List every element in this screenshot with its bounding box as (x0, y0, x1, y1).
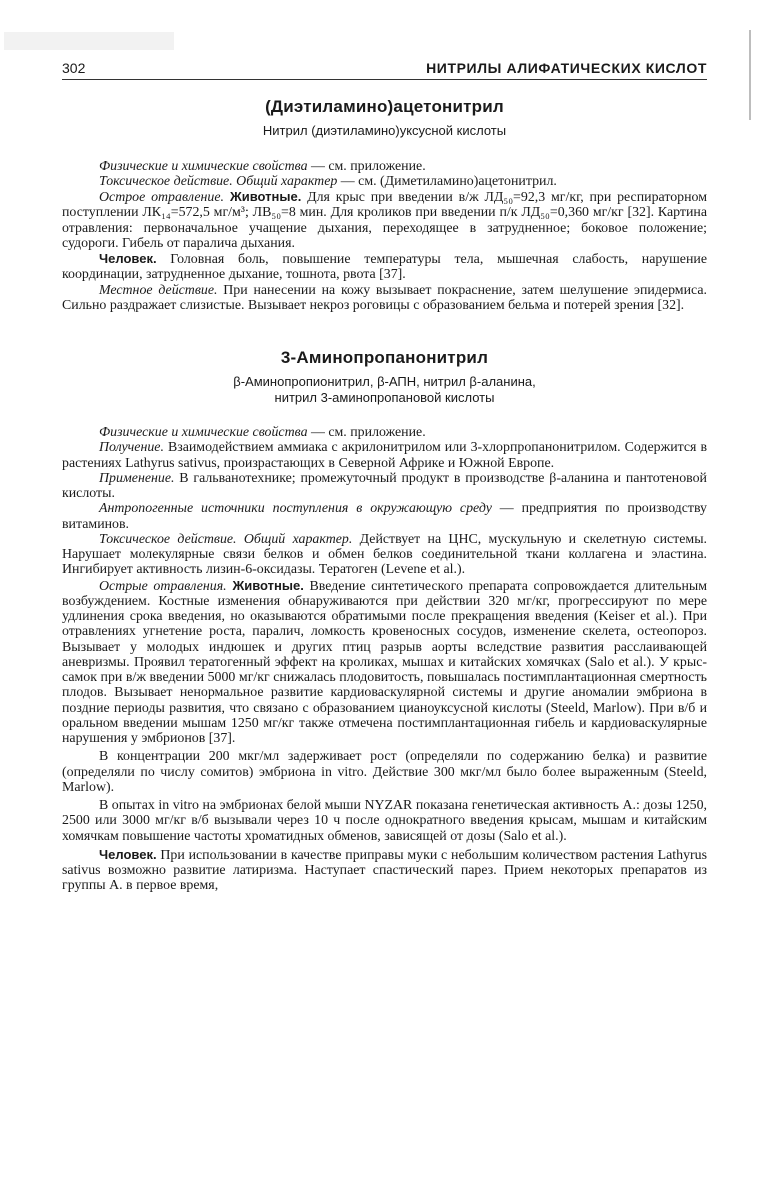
section-label: Применение. (99, 470, 175, 486)
paragraph-properties (62, 159, 707, 174)
paragraph-in-vitro: В концентрации 200 мкг/мл задерживает рост (определяли по содержанию белка) и развитие (определяли по числу сомитов) эмбриона in vitro. Действие 300 мкг/мл было более выраженным (Steeld, Marlow). (62, 749, 707, 795)
paragraph-sources (62, 501, 707, 532)
subsection-label: Человек. (99, 251, 157, 266)
section-text: При нанесении на кожу вызывает покраснение, затем шелушение эпидермиса. Сильно раздражает слизистые. Вызывает некроз роговицы с образованием бельма и потерей зрения [32]. (62, 282, 708, 313)
section-label: Антропогенные источники поступления в окружающую среду (99, 501, 492, 517)
paragraph-genetic-activity: В опытах in vitro на эмбрионах белой мыши NYZAR показана генетическая активность А.: дозы 1250, 2500 или 3000 мг/кг в/б вызывали через 10 ч после однократного введения крысам, мышам и китайским хомячкам повышение частоты хроматидных обменов, зависящей от дозы (Salo et al.). (62, 798, 707, 844)
paragraph-toxicity (62, 174, 707, 189)
synonym-line: нитрил 3-аминопропановой кислоты (274, 389, 495, 405)
article-title: 3-Аминопропанонитрил (280, 348, 489, 367)
book-page (62, 60, 707, 894)
section-text: Для крыс при введении в/ж ЛД₅₀=92,3 мг/кг, при респираторном поступлении ЛК₁₄=572,5 мг/м³; ЛВ₅₀=8 мин. Для кроликов при введении п/к ЛД₅₀=0,360 мг/кг [32]. Картина отравления: первоначальное учащение дыхания, переходящее в затрудненное; боковое положение; судороги. Гибель от паралича дыхания. (62, 190, 708, 251)
paragraph-human (62, 251, 707, 283)
running-header (62, 60, 707, 80)
paragraph-acute-poisoning (62, 189, 707, 251)
section-text: Взаимодействием аммиака с акрилонитрилом или 3-хлорпропанонитрилом. Содержится в растениях Lathyrus sativus, произрастающих в Северной Африке и Южной Европе. (62, 440, 707, 471)
section-label: Острое отравление. (99, 190, 225, 205)
synonym-line: β-Аминопропионитрил, β-АПН, нитрил β-аланина, (233, 374, 536, 389)
section-label: Физические и химические свойства (99, 425, 308, 440)
paragraph-production (62, 440, 707, 471)
section-text: В гальванотехнике; промежуточный продукт в производстве β-аланина и пантотеновой кислоты. (62, 470, 707, 501)
paragraph-application (62, 471, 707, 502)
section-text: При использовании в качестве приправы муки с небольшим количеством растения Lathyrus sativus возможно развитие латиризма. Наступает спастический парез. Прием некоторых препаратов из группы А. в первое время, (62, 847, 707, 894)
paragraph-human (62, 847, 707, 894)
section-label: Острые отравления. (99, 578, 227, 594)
scan-edge-line (749, 30, 751, 120)
subsection-label: Человек. (99, 846, 157, 862)
article-synonym: Нитрил (диэтиламино)уксусной кислоты (262, 123, 507, 138)
paragraph-properties (62, 425, 707, 440)
paragraph-acute-poisoning (62, 578, 707, 747)
section-label: Местное действие. (99, 282, 218, 298)
section-text: — см. (Диметиламино)ацетонитрил. (337, 173, 557, 189)
article-aminopropanenitrile (62, 348, 707, 894)
section-text: Головная боль, повышение температуры тела, мышечная слабость, нарушение координации, затрудненное дыхание, тошнота, рвота [37]. (62, 252, 707, 283)
section-label: Токсическое действие. Общий характер (99, 173, 338, 189)
section-text: Действует на ЦНС, мускульную и скелетную системы. Нарушает молекулярные связи белков и обмен белков соединительной ткани коллагена и эластина. Ингибирует активность лизин-6-оксидазы. Тератоген (Levene et al.). (62, 531, 707, 578)
section-label: Токсическое действие. Общий характер. (99, 531, 353, 547)
scan-artifact (4, 32, 174, 50)
section-label: Получение. (99, 440, 164, 456)
page-number: 302 (62, 60, 86, 76)
section-text: — предприятия по производству витаминов. (62, 501, 707, 532)
subsection-label: Животные. (224, 189, 302, 204)
running-title: НИТРИЛЫ АЛИФАТИЧЕСКИХ КИСЛОТ (426, 60, 707, 76)
article-diethylaminoacetonitrile (62, 97, 707, 313)
section-text: — см. приложение. (307, 158, 426, 174)
subsection-label: Животные. (226, 577, 304, 593)
section-label: Физические и химические свойства (99, 158, 308, 174)
article-title: (Диэтиламино)ацетонитрил (265, 97, 504, 116)
paragraph-local-action (62, 283, 707, 314)
article-synonyms (62, 374, 707, 405)
section-text: — см. приложение. (307, 425, 426, 440)
paragraph-toxicity (62, 532, 707, 578)
section-text: Введение синтетического препарата сопровождается длительным возбуждением. Костные изменения обнаруживаются при действии 320 мг/кг, прогрессируют по мере удлинения срока введения, но оказываются обратимыми после прекращения введения (Keiser et al.). При отравлениях угнетение роста, паралич, ломкость кровеносных сосудов, изменение скелета, остеопороз. Вызывает у молодых индюшек и других птиц разрыв аорты вследствие развития расслаивающей аневризмы. Проявил тератогенный эффект на кроликах, мышах и китайских хомячках (Salo et al.). У крыс-самок при в/ж введении 5000 мг/кг снижалась плодовитость, повышалась постимплантационная смертность плодов. Вызывает ненормальное развитие кардиоваскулярной системы и другие аномалии эмбриона в поздние периоды развития, что связано с образованием цианоуксусной кислоты (Steeld, Marlow). При в/б и оральном введении мышам 1250 мг/кг также отмечена постимплантационная гибель и кардиоваскулярные нарушения у эмбрионов [37]. (62, 578, 708, 746)
